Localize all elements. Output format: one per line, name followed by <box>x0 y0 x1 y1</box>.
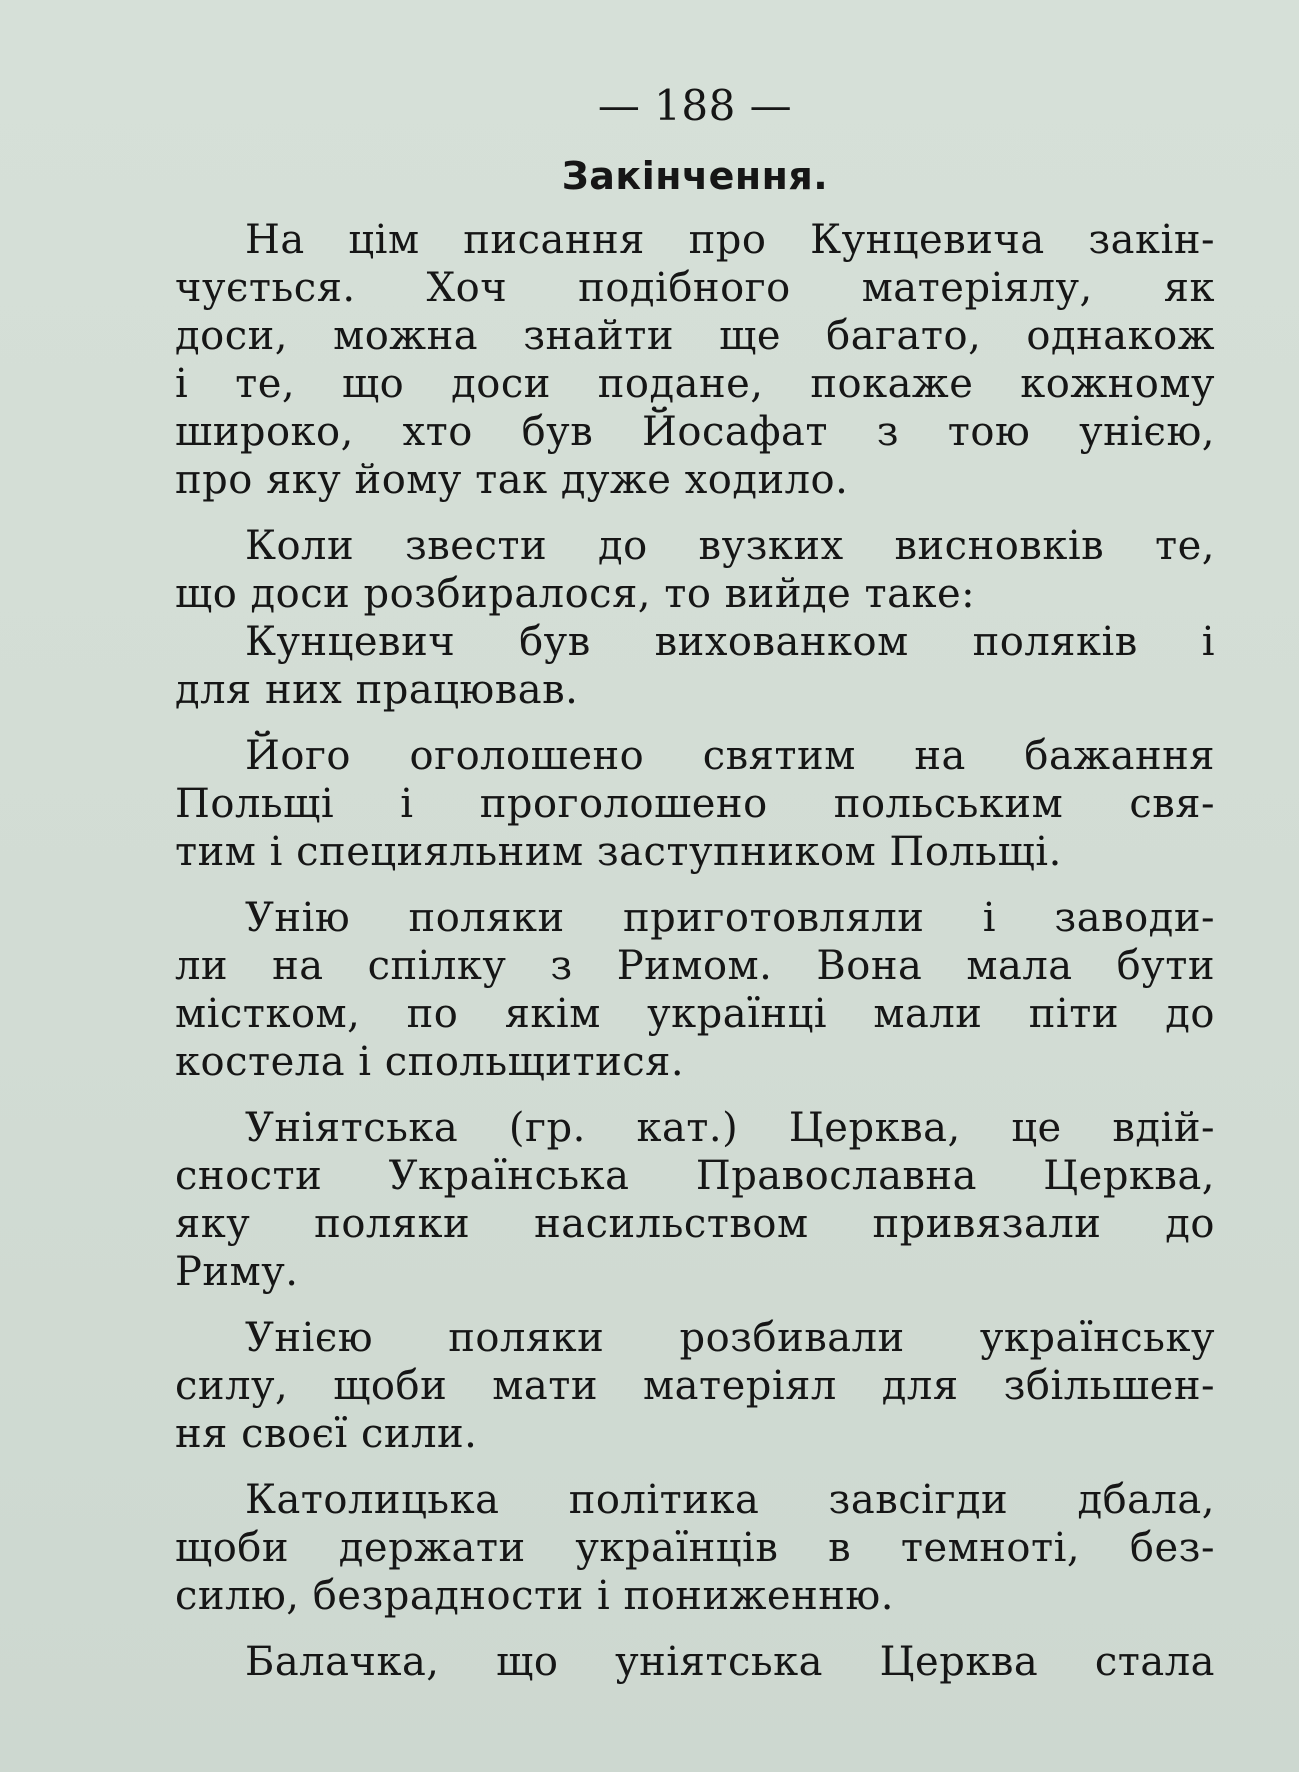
text-line: Унію поляки приготовляли і заводи- <box>245 895 1215 941</box>
text-line: Балачка, що уніятська Церква стала <box>245 1639 1215 1685</box>
text-line: для них працював. <box>175 667 579 713</box>
text-line: тим і специяльним заступником Польщі. <box>175 829 1062 875</box>
text-line: ня своєї сили. <box>175 1411 478 1457</box>
paragraph <box>175 1314 1215 1458</box>
text-line: щоби держати українців в темноті, без- <box>175 1525 1215 1571</box>
paragraph <box>175 1104 1215 1296</box>
text-line: яку поляки насильством привязали до <box>175 1201 1215 1247</box>
text-line: Уніятська (гр. кат.) Церква, це вдій- <box>245 1105 1215 1151</box>
paragraph <box>175 522 1215 618</box>
text-line: і те, що доси подане, покаже кожному <box>175 361 1215 407</box>
text-line: що доси розбиралося, то вийде таке: <box>175 571 976 617</box>
text-line: доси, можна знайти ще багато, однакож <box>175 313 1215 359</box>
text-line: містком, по якім українці мали піти до <box>175 991 1215 1037</box>
text-line: На цім писання про Кунцевича закін- <box>245 217 1215 263</box>
text-line: костела і спольщитися. <box>175 1039 685 1085</box>
text-line: Коли звести до вузких висновків те, <box>245 523 1215 569</box>
section-heading: Закінчення. <box>561 154 829 198</box>
text-line: сности Українська Православна Церква, <box>175 1153 1215 1199</box>
paragraph <box>175 216 1215 504</box>
text-line: Католицька політика завсігди дбала, <box>245 1477 1215 1523</box>
text-line: широко, хто був Йосафат з тою унією, <box>175 409 1215 455</box>
text-line: Унією поляки розбивали українську <box>245 1315 1215 1361</box>
paragraph <box>175 894 1215 1086</box>
text-line: силю, безрадности і пониженню. <box>175 1573 894 1619</box>
paragraph <box>175 1638 1215 1686</box>
paragraph <box>175 732 1215 876</box>
paragraph <box>175 1476 1215 1620</box>
text-line: силу, щоби мати матеріял для збільшен- <box>175 1363 1215 1409</box>
text-line: чується. Хоч подібного матеріялу, як <box>175 265 1215 311</box>
text-line: Його оголошено святим на бажання <box>245 733 1215 779</box>
page-number: — 188 — <box>597 81 793 130</box>
text-line: ли на спілку з Римом. Вона мала бути <box>175 943 1215 989</box>
text-line: про яку йому так дуже ходило. <box>175 457 849 503</box>
text-line: Риму. <box>175 1249 299 1295</box>
text-line: Кунцевич був вихованком поляків і <box>245 619 1215 665</box>
page-text <box>175 80 1215 1686</box>
paragraph <box>175 618 1215 714</box>
text-line: Польщі і проголошено польським свя- <box>175 781 1215 827</box>
